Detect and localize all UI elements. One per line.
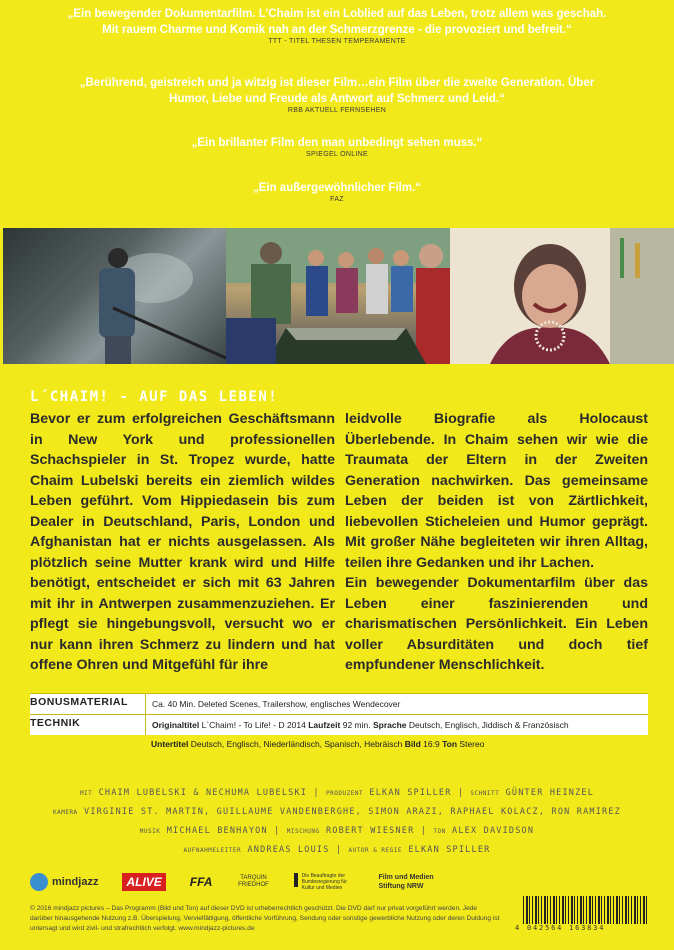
film-stills-strip bbox=[3, 228, 674, 364]
credits-line: AUFNAHMELEITER ANDREAS LOUIS | AUTOR & REGIE ELKAN SPILLER bbox=[183, 845, 491, 855]
technik-value: Originaltitel L`Chaim! - To Life! - D 2014 Laufzeit 92 min. Sprache Deutsch, Englisch, Jiddisch & Französisch bbox=[145, 715, 648, 735]
quote-text: „Ein bewegender Dokumentarfilm. L’Chaim ist ein Loblied auf das Leben, trotz allem was geschah. Mit rauem Charme und Komik nah an der Schmerzgrenze - die provoziert und befreit.“ bbox=[67, 8, 607, 36]
flower-icon bbox=[30, 873, 48, 891]
synopsis-left-column bbox=[30, 409, 335, 676]
press-quote bbox=[0, 75, 674, 114]
credits-line: KAMERA VIRGINIE ST. MARTIN, GUILLAUME VANDENBERGHE, SIMON ARAZI, RAPHAEL KOLACZ, RON RAMIREZ bbox=[53, 807, 621, 817]
info-row-technik bbox=[30, 714, 648, 735]
quote-source: FAZ bbox=[330, 196, 344, 203]
credits-line: MUSIK MICHAEL BENHAYON | MISCHUNG ROBERT WIESNER | TON ALEX DAVIDSON bbox=[139, 826, 535, 836]
tarquin-logo: TARQUIN FRIEDHOF bbox=[238, 875, 269, 888]
alive-logo: ALIVE bbox=[122, 873, 165, 891]
bonus-label: BONUSMATERIAL bbox=[30, 694, 145, 714]
nrw-logo: Film und Medien Stiftung NRW bbox=[378, 874, 434, 890]
ffa-logo: FFA bbox=[189, 875, 213, 889]
technik-value-cont: Untertitel Deutsch, Englisch, Niederländisch, Spanisch, Hebräisch Bild 16:9 Ton Stereo bbox=[151, 739, 485, 749]
quote-source: RBB AKTUELL FERNSEHEN bbox=[287, 107, 387, 114]
quote-source: SPIEGEL ONLINE bbox=[306, 151, 368, 158]
quote-text: „Berührend, geistreich und ja witzig ist dieser Film…ein Film über die zweite Generation. Über Humor, Liebe und Freude als Antwort auf Schmerz und Leid.“ bbox=[79, 77, 595, 105]
film-title: L´CHAIM! - AUF DAS LEBEN! bbox=[30, 389, 279, 405]
logo-strip bbox=[30, 866, 650, 898]
info-row-bonus bbox=[30, 693, 648, 714]
synopsis-paragraph: Bevor er zum erfolgreichen Geschäftsmann in New York und professionellen Schachspieler in St. Tropez wurde, hatte Chaim Lubelski bereits ein ziemlich wildes Leben geführt. Vom Hippiedasein bis zum Dealer in Deutschland, Paris, London und Afghanistan hat er nichts ausgelassen. Als plötzlich seine Mutter krank wird und Hilfe benötigt, entscheidet er sich mit 63 Jahren mit ihr in Antwerpen zusammenzuziehen. Er pflegt sie hingebungsvoll, versucht wo er nur kann ihren Schmerz zu lindern und hat offene Ohren und Mitgefühl für ihre bbox=[30, 411, 335, 673]
eagle-icon bbox=[294, 873, 297, 887]
technik-label: TECHNIK bbox=[30, 715, 145, 735]
synopsis-right-column bbox=[345, 409, 648, 676]
quote-text: „Ein brillanter Film den man unbedingt sehen muss.“ bbox=[191, 137, 483, 149]
credits-line: MIT CHAIM LUBELSKI & NECHUMA LUBELSKI | PRODUZENT ELKAN SPILLER | SCHNITT GÜNTER HEINZEL bbox=[79, 788, 595, 798]
synopsis-paragraph: Ein bewegender Dokumentarfilm über das Leben einer faszinierenden und charismatischen Persönlichkeit. Ein Leben voller Absurditäten und doch tief empfundener Menschlichkeit. bbox=[345, 575, 648, 673]
press-quote bbox=[0, 135, 674, 158]
quote-text: „Ein außergewöhnlicher Film.“ bbox=[252, 182, 422, 194]
credit-text: AUTOR & REGIE bbox=[348, 847, 402, 854]
synopsis-paragraph: leidvolle Biografie als Holocaust Überlebende. In Chaim sehen wir wie die Traumata der Eltern in der Zweiten Generation nachwirken. Das gemeinsame Leben der beiden ist von Zärtlichkeit, liebevollen Sticheleien und Humor geprägt. Mit großer Nähe begleiteten wir ihren Alltag, teilen ihre Gedanken und ihr Lachen. bbox=[345, 411, 648, 571]
credit-text: ELKAN SPILLER bbox=[408, 845, 491, 855]
technical-info-table bbox=[30, 693, 648, 754]
bkm-logo: Die Beauftragte der Bundesregierung für Kultur und Medien bbox=[294, 873, 354, 891]
film-still-man-smoking bbox=[3, 228, 226, 364]
credit-text: ANDREAS LOUIS bbox=[247, 845, 330, 855]
film-still-laughing-woman bbox=[450, 228, 674, 364]
credit-text: AUFNAHMELEITER bbox=[183, 847, 242, 854]
barcode bbox=[515, 896, 649, 932]
mindjazz-logo: mindjazz bbox=[30, 873, 98, 891]
barcode-number: 4 042564 163834 bbox=[515, 924, 606, 932]
bonus-value: Ca. 40 Min. Deleted Scenes, Trailershow, englisches Wendecover bbox=[145, 694, 648, 714]
barcode-bars bbox=[523, 896, 649, 924]
film-still-chess-game bbox=[226, 228, 450, 364]
press-quote bbox=[0, 6, 674, 45]
quote-source: TTT - TITEL THESEN TEMPERAMENTE bbox=[268, 38, 406, 45]
press-quote bbox=[0, 180, 674, 203]
legal-notice: © 2016 mindjazz pictures – Das Programm (Bild und Ton) auf dieser DVD ist urheberrechtlich geschützt. Die DVD darf nur privat vorgeführt werden. Jede darüber hinausgehende Nutzung z.B. Überspielung, Vervielfältigung, öffentliche Vorführung, Sendung oder sonstige gewerbliche Nutzung oder deren Duldung ist untersagt und wird zivil- und strafrechtlich verfolgt. www.mindjazz-pictures.de bbox=[30, 905, 500, 932]
